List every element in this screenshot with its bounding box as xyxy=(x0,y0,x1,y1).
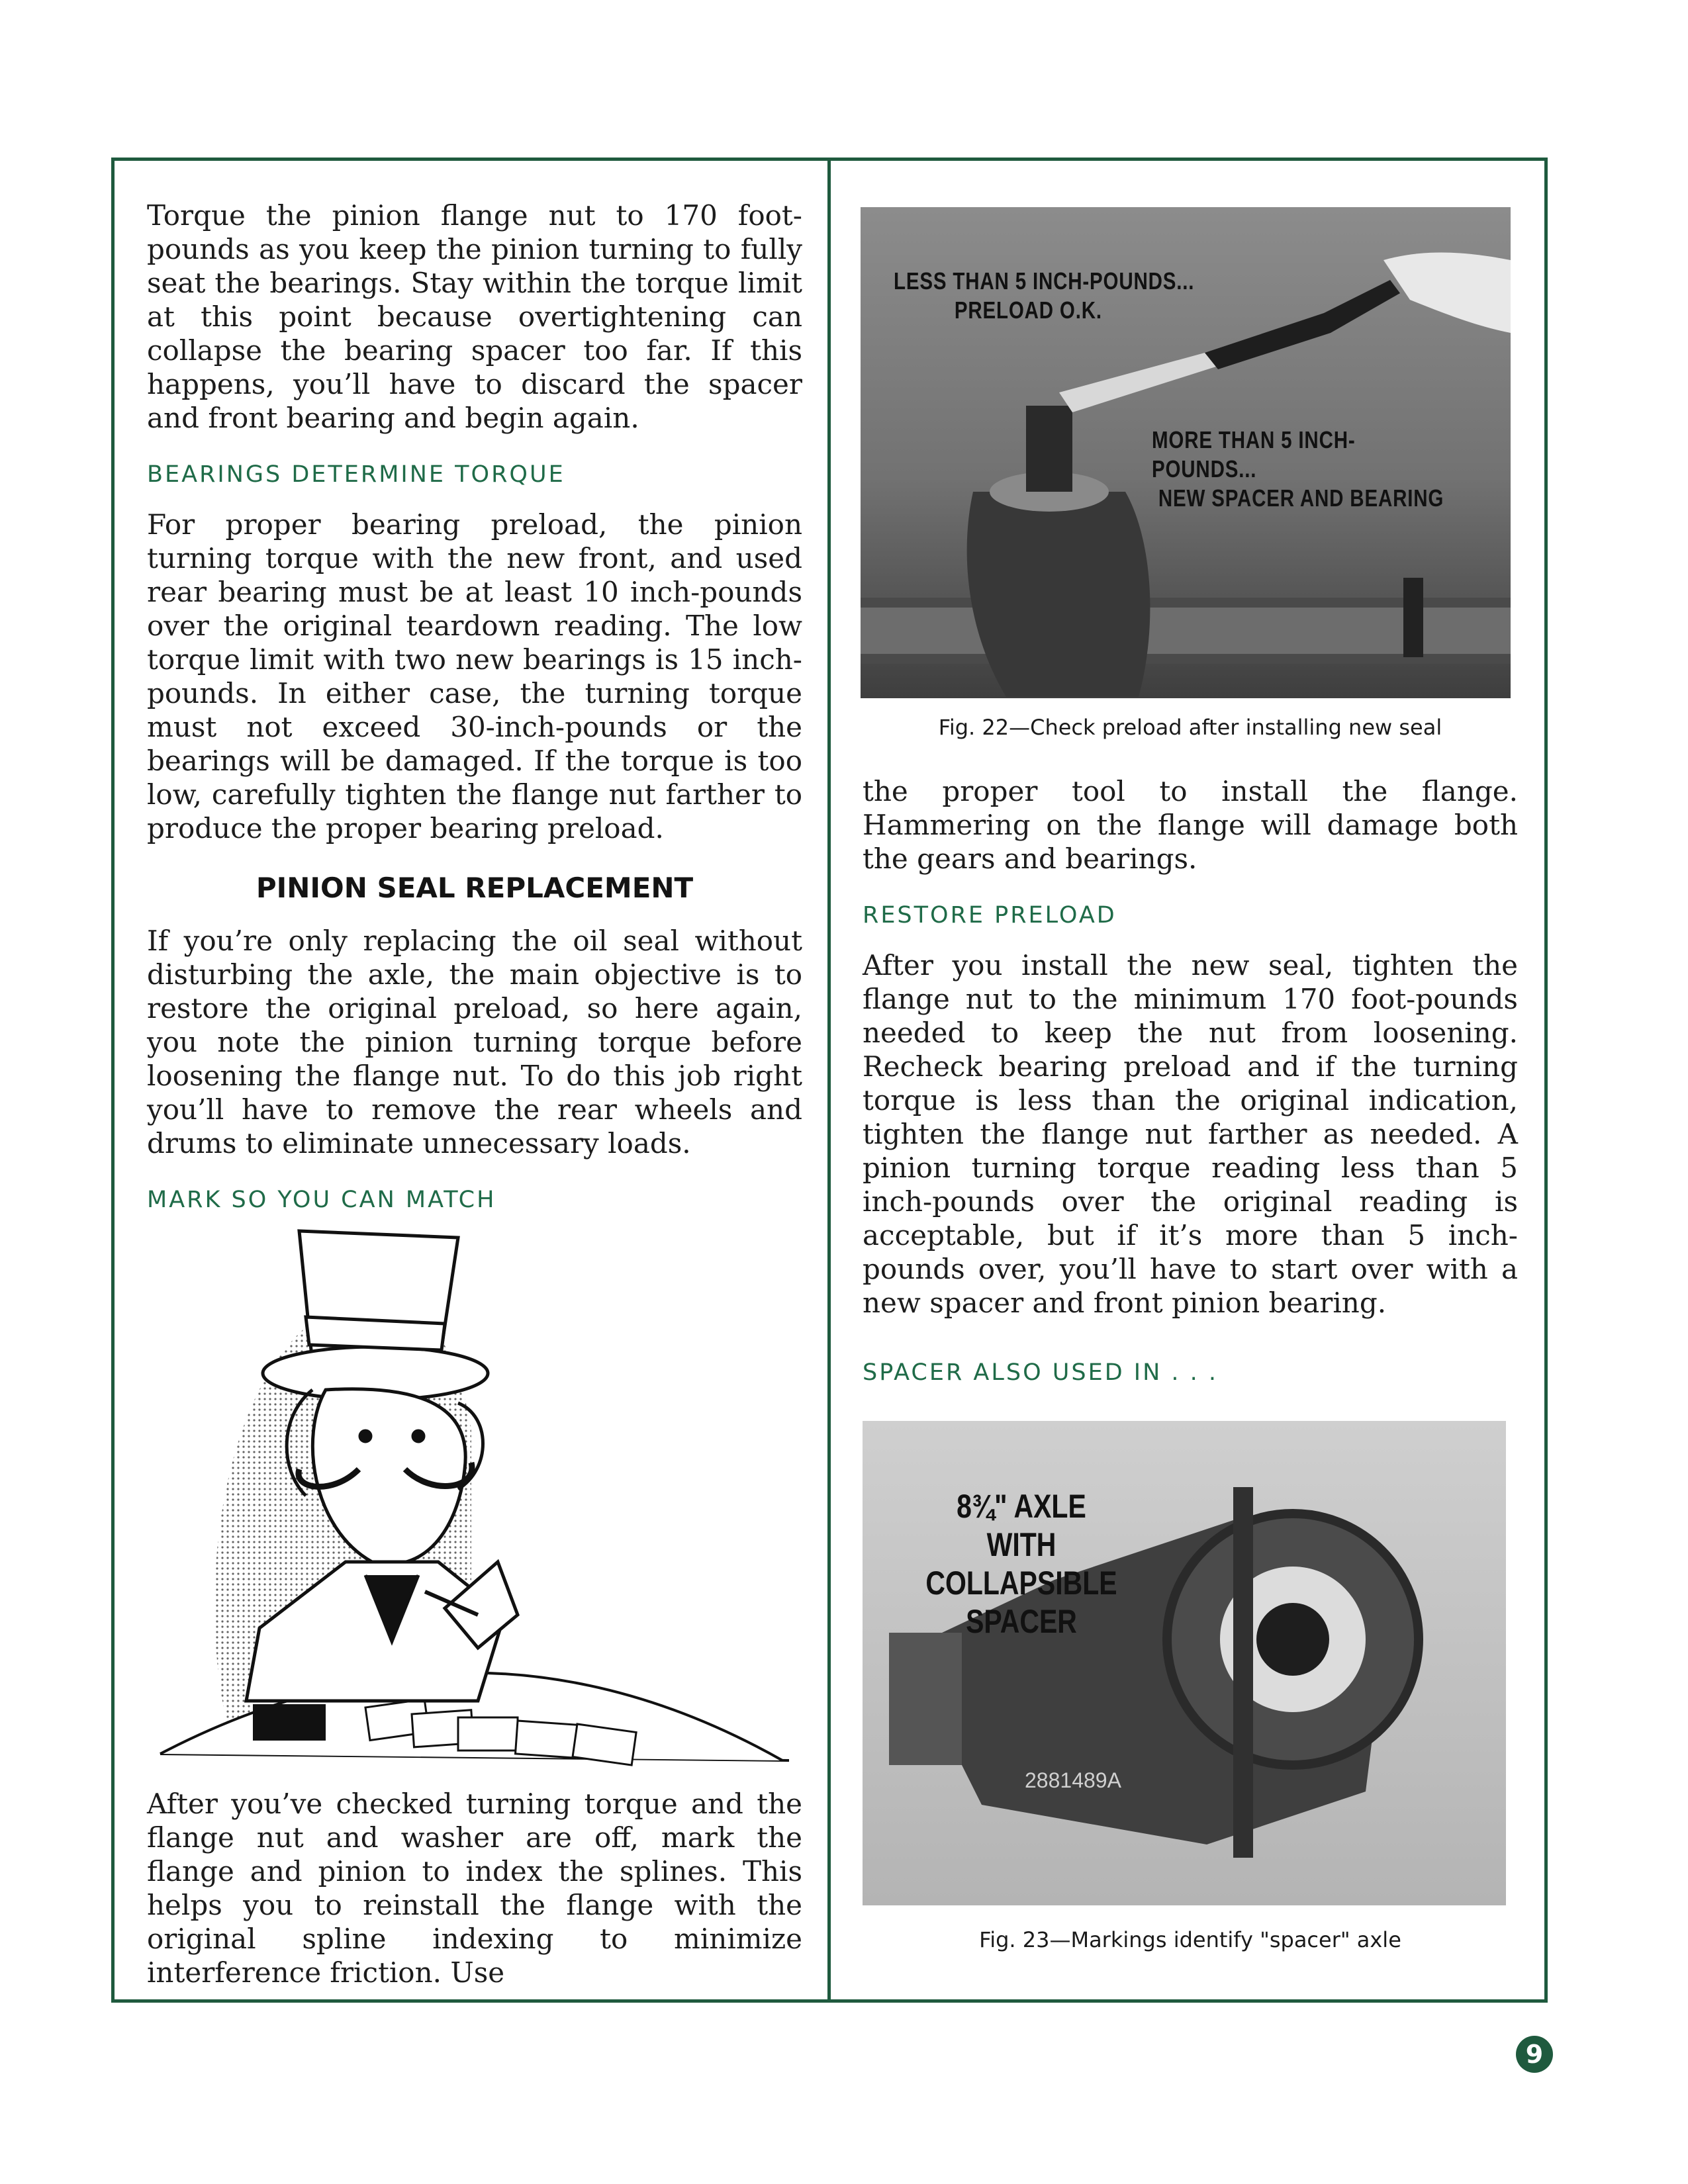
bearings-paragraph: For proper bearing preload, the pinion turning torque with the new front, and used rear bearing must be at least 10 inch-pounds over the original teardown reading. The low torque limit with two new bearings is 15 inch-pounds. In either case, the turning torque must not exceed 30-inch-pounds or the bearings will be damaged. If the torque is too low, carefully tighten the flange nut farther to produce the proper bearing preload. xyxy=(147,508,802,844)
fig22-label-new xyxy=(1152,426,1446,513)
figure-23-photo xyxy=(863,1421,1506,1905)
fig22-label-ok-line1: LESS THAN 5 INCH-POUNDS... xyxy=(894,267,1195,295)
top-hat xyxy=(263,1231,488,1400)
page-number: 9 xyxy=(1516,2036,1553,2073)
after-paragraph: After you’ve checked turning torque and the flange nut and washer are off, mark the flange and pinion to index the splines. This helps you to reinstall the flange with the original spline indexing to minimize interference friction. Use xyxy=(147,1788,802,1989)
section-title: PINION SEAL REPLACEMENT xyxy=(256,872,694,904)
fig23-label-line2: COLLAPSIBLE xyxy=(925,1565,1117,1602)
figure-22-photo xyxy=(861,207,1511,698)
intro-paragraph: Torque the pinion flange nut to 170 foot-pounds as you keep the pinion turning to fully seat the bearings. Stay within the torque limit at this point because overtightening can collapse the bearing spacer too far. If this happens, you’ll have to discard the spacer and front bearing and begin again. xyxy=(147,199,802,434)
continued-paragraph: the proper tool to install the flange. Hammering on the flange will damage both the gears and bearings. xyxy=(863,775,1518,875)
subhead-bearings: BEARINGS DETERMINE TORQUE xyxy=(147,461,565,488)
restore-paragraph: After you install the new seal, tighten the flange nut to the minimum 170 foot-pounds needed to keep the nut from loosening. Recheck bearing preload and if the turning torque is less than the original indication, tighten the flange nut farther as needed. A pinion turning torque reading less than 5 inch-pounds over the original reading is acceptable, but if it’s more than 5 inch-pounds over, you’ll have to start over with a new spacer and front pinion bearing. xyxy=(863,949,1518,1319)
right-column-text xyxy=(863,774,1518,1386)
figure-23-caption: Fig. 23—Markings identify "spacer" axle xyxy=(979,1927,1401,1952)
card-deck xyxy=(253,1704,326,1741)
subhead-restore: RESTORE PRELOAD xyxy=(863,902,1117,929)
column-divider xyxy=(827,158,831,2003)
cartoon-illustration xyxy=(147,1218,802,1780)
fig22-label-ok xyxy=(894,267,1194,325)
fig22-label-new-line2: NEW SPACER AND BEARING xyxy=(1158,484,1444,512)
subhead-spacer: SPACER ALSO USED IN . . . xyxy=(863,1359,1219,1386)
subhead-mark: MARK SO YOU CAN MATCH xyxy=(147,1187,496,1213)
casting-marking: 2881489A xyxy=(1025,1768,1121,1792)
fig23-label-line1: 8¾" AXLE WITH xyxy=(957,1488,1086,1563)
seal-paragraph: If you’re only replacing the oil seal without disturbing the axle, the main objective is to restore the original preload, so here again, you note the pinion turning torque before loosening the flange nut. To do this job right you’ll have to remove the rear wheels and drums to eliminate unnecessary loads. xyxy=(147,925,802,1160)
fig23-label xyxy=(923,1487,1119,1641)
left-column xyxy=(147,199,802,1213)
fig23-label-line3: SPACER xyxy=(966,1603,1077,1640)
fig22-label-new-line1: MORE THAN 5 INCH-POUNDS... xyxy=(1152,426,1356,482)
figure-22-caption: Fig. 22—Check preload after installing new seal xyxy=(938,715,1442,740)
fig22-label-ok-line2: PRELOAD O.K. xyxy=(954,296,1102,324)
